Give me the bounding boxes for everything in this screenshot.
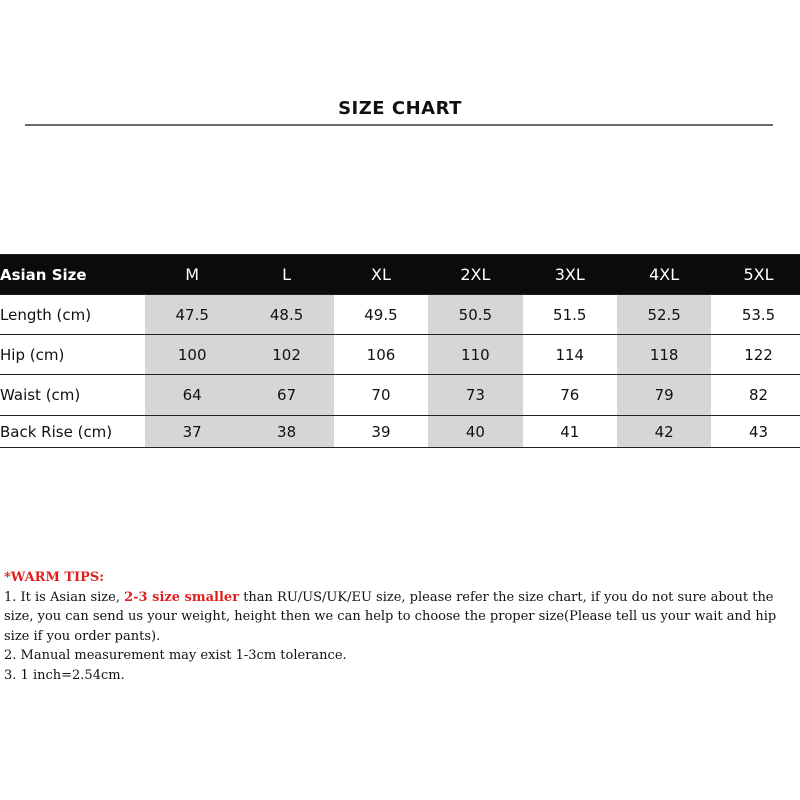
table-cell: 52.5 [617, 295, 711, 335]
table-cell: 76 [523, 375, 617, 416]
table-cell: 41 [523, 416, 617, 448]
size-chart-table [0, 254, 800, 448]
table-cell: 49.5 [334, 295, 428, 335]
tip-1 [4, 588, 800, 647]
header-size: XL [334, 255, 428, 295]
table-cell: 43 [711, 416, 800, 448]
table-row-hip [0, 335, 800, 375]
table-row-waist [0, 375, 800, 416]
tip-1-suffix: than RU/US/UK/EU size, please refer the size chart, if you do not sure about the size, you can send us your weight, height then we can help to choose the proper size(Please tell us your wait and hip size if you order pants). [4, 589, 777, 644]
table-cell: 67 [239, 375, 333, 416]
tip-1-prefix: 1. It is Asian size, [4, 589, 125, 605]
tips-heading: *WARM TIPS: [4, 570, 105, 585]
warm-tips [4, 568, 800, 685]
table-cell: 51.5 [523, 295, 617, 335]
row-label: Length (cm) [0, 295, 145, 335]
table-cell: 50.5 [428, 295, 522, 335]
table-cell: 38 [239, 416, 333, 448]
header-size: 4XL [617, 255, 711, 295]
tip-2: 2. Manual measurement may exist 1-3cm tolerance. [4, 648, 347, 663]
table-cell: 53.5 [711, 295, 800, 335]
table-cell: 39 [334, 416, 428, 448]
table-cell: 122 [711, 335, 800, 375]
table-cell: 70 [334, 375, 428, 416]
table-cell: 48.5 [239, 295, 333, 335]
row-label: Waist (cm) [0, 375, 145, 416]
table-cell: 64 [145, 375, 239, 416]
table-cell: 110 [428, 335, 522, 375]
table-cell: 42 [617, 416, 711, 448]
header-asian-size: Asian Size [0, 255, 145, 295]
table-cell: 102 [239, 335, 333, 375]
header-size: M [145, 255, 239, 295]
table-cell: 73 [428, 375, 522, 416]
title-divider [25, 124, 773, 126]
header-size: 5XL [711, 255, 800, 295]
table-cell: 118 [617, 335, 711, 375]
page-title: SIZE CHART [338, 98, 462, 119]
table-header-row [0, 255, 800, 295]
tip-3: 3. 1 inch=2.54cm. [4, 667, 125, 683]
table-cell: 114 [523, 335, 617, 375]
table-cell: 100 [145, 335, 239, 375]
table-cell: 37 [145, 416, 239, 448]
table-cell: 40 [428, 416, 522, 448]
table-cell: 82 [711, 375, 800, 416]
row-label: Hip (cm) [0, 335, 145, 375]
header-size: L [239, 255, 333, 295]
table-row-length [0, 295, 800, 335]
table-row-back-rise [0, 416, 800, 448]
table-cell: 106 [334, 335, 428, 375]
header-size: 2XL [428, 255, 522, 295]
tip-1-highlight: 2-3 size smaller [124, 589, 240, 605]
row-label: Back Rise (cm) [0, 416, 145, 448]
header-size: 3XL [523, 255, 617, 295]
table-cell: 47.5 [145, 295, 239, 335]
table-cell: 79 [617, 375, 711, 416]
